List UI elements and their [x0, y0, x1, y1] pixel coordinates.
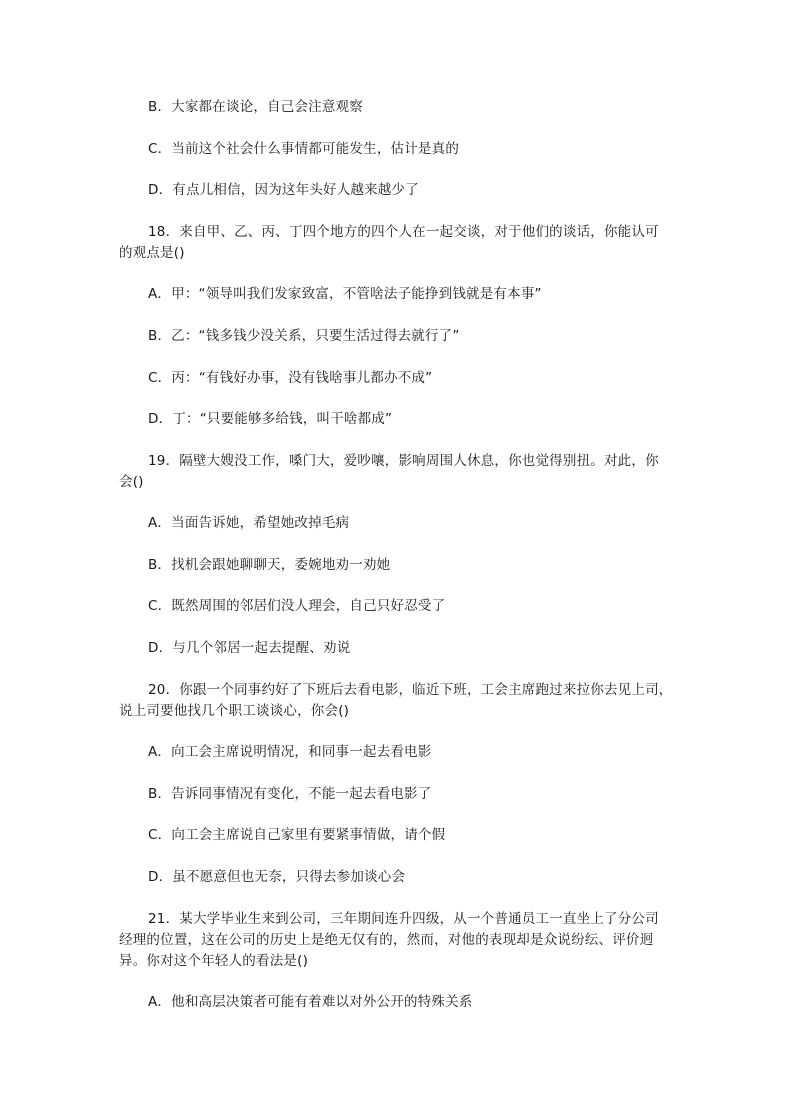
option-c: C．当前这个社会什么事情都可能发生，估计是真的 [148, 141, 460, 157]
question-19-line-2: 会() [119, 474, 144, 490]
q19-option-a: A．当面告诉她，希望她改掉毛病 [148, 515, 350, 531]
q21-option-a: A．他和高层决策者可能有着难以对外公开的特殊关系 [148, 994, 473, 1010]
question-19-line-1: 19．隔壁大嫂没工作，嗓门大，爱吵嚷，影响周围人休息，你也觉得别扭。对此，你 [148, 453, 659, 469]
question-21-line-2: 经理的位置，这在公司的历史上是绝无仅有的，然而，对他的表现却是众说纷纭、评价迥 [119, 932, 654, 948]
option-b: B．大家都在谈论，自己会注意观察 [148, 99, 363, 115]
q19-option-d: D．与几个邻居一起去提醒、劝说 [148, 640, 351, 656]
option-d: D．有点儿相信，因为这年头好人越来越少了 [148, 182, 419, 198]
q19-option-c: C．既然周围的邻居们没人理会，自己只好忍受了 [148, 598, 446, 614]
question-18-line-2: 的观点是() [119, 245, 185, 261]
q18-option-a: A．甲：“领导叫我们发家致富，不管啥法子能挣到钱就是有本事” [148, 286, 542, 302]
q18-option-b: B．乙：“钱多钱少没关系，只要生活过得去就行了” [148, 328, 460, 344]
question-20-line-2: 说上司要他找几个职工谈谈心，你会() [119, 703, 350, 719]
question-21-line-3: 异。你对这个年轻人的看法是() [119, 953, 309, 969]
q18-option-d: D．丁：“只要能够多给钱，叫干啥都成” [148, 411, 393, 427]
question-18-line-1: 18．来自甲、乙、丙、丁四个地方的四个人在一起交谈，对于他们的谈话，你能认可 [148, 224, 659, 240]
q20-option-a: A．向工会主席说明情况，和同事一起去看电影 [148, 744, 432, 760]
q20-option-c: C．向工会主席说自己家里有要紧事情做，请个假 [148, 827, 446, 843]
question-21-line-1: 21．某大学毕业生来到公司，三年期间连升四级，从一个普通员工一直坐上了分公司 [148, 911, 659, 927]
question-20-line-1: 20．你跟一个同事约好了下班后去看电影，临近下班，工会主席跑过来拉你去见上司， [148, 682, 673, 698]
q20-option-d: D．虽不愿意但也无奈，只得去参加谈心会 [148, 869, 406, 885]
q18-option-c: C．丙：“有钱好办事，没有钱啥事儿都办不成” [148, 370, 433, 386]
q19-option-b: B．找机会跟她聊聊天，委婉地劝一劝她 [148, 557, 391, 573]
q20-option-b: B．告诉同事情况有变化，不能一起去看电影了 [148, 786, 432, 802]
